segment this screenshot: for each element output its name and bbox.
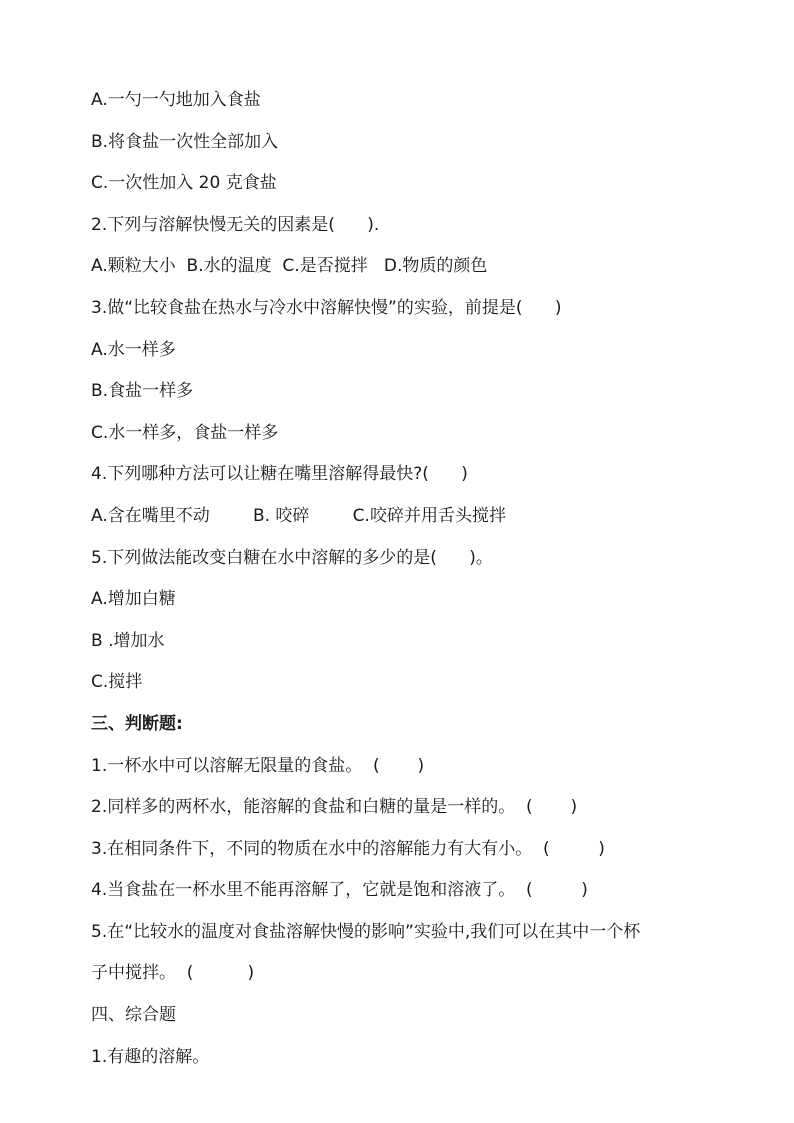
question-3-option-c: C.水一样多，食盐一样多	[91, 422, 279, 443]
judgement-5-continued: 子中搅拌。 ( )	[91, 963, 255, 984]
comprehensive-1: 1.有趣的溶解。	[91, 1046, 210, 1067]
question-5-option-b: B .增加水	[91, 630, 165, 651]
question-5: 5.下列做法能改变白糖在水中溶解的多少的是( )。	[91, 547, 493, 568]
question-5-option-a: A.增加白糖	[91, 589, 176, 610]
option-b-all-at-once: B.将食盐一次性全部加入	[91, 131, 279, 152]
option-c-20g: C.一次性加入 20 克食盐	[91, 173, 277, 194]
section-heading-judgement: 三、判断题:	[91, 713, 183, 734]
judgement-2: 2.同样多的两杯水，能溶解的食盐和白糖的量是一样的。 ( )	[91, 797, 578, 818]
question-3: 3.做“比较食盐在热水与冷水中溶解快慢”的实验，前提是( )	[91, 297, 562, 318]
option-a-spoon: A.一勺一勺地加入食盐	[91, 90, 261, 110]
question-4-options: A.含在嘴里不动 B. 咬碎 C.咬碎并用舌头搅拌	[91, 505, 506, 526]
question-2-options: A.颗粒大小 B.水的温度 C.是否搅拌 D.物质的颜色	[91, 256, 488, 277]
judgement-1: 1.一杯水中可以溶解无限量的食盐。 ( )	[91, 755, 425, 776]
question-3-option-b: B.食盐一样多	[91, 381, 194, 402]
question-2: 2.下列与溶解快慢无关的因素是( ).	[91, 214, 380, 235]
question-5-option-c: C.搅拌	[91, 672, 143, 693]
judgement-4: 4.当食盐在一杯水里不能再溶解了，它就是饱和溶液了。 ( )	[91, 880, 588, 901]
section-heading-comprehensive: 四、综合题	[91, 1005, 176, 1026]
document-page	[91, 80, 721, 1078]
judgement-5: 5.在“比较水的温度对食盐溶解快慢的影响”实验中,我们可以在其中一个杯	[91, 921, 641, 942]
judgement-3: 3.在相同条件下，不同的物质在水中的溶解能力有大有小。 ( )	[91, 838, 605, 859]
question-3-option-a: A.水一样多	[91, 339, 176, 360]
question-4: 4.下列哪种方法可以让糖在嘴里溶解得最快?( )	[91, 464, 468, 485]
